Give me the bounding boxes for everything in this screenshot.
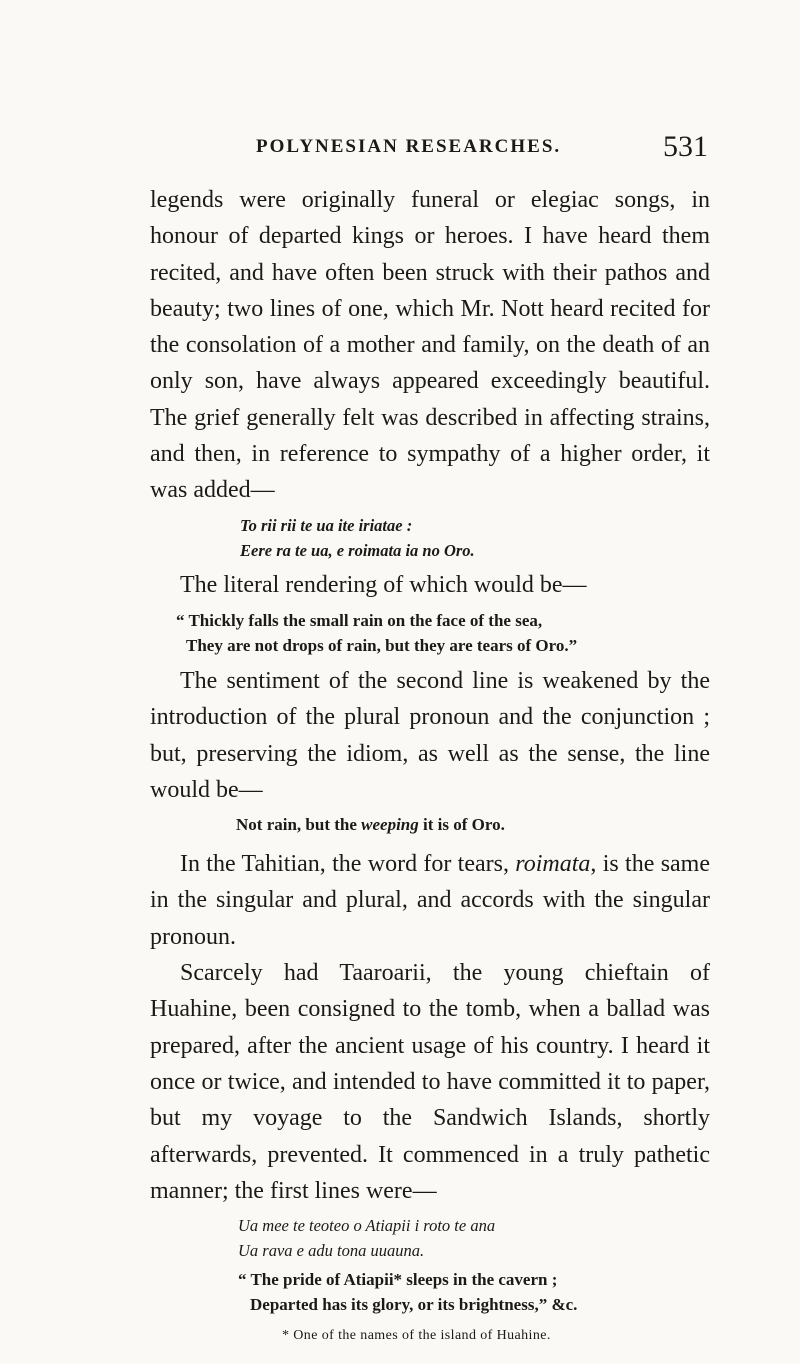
quote-text: Not rain, but the <box>236 815 362 835</box>
paragraph-3: The sentiment of the second line is weakened by the introduction of the plural pronoun and the conjunction ; but, preserving the idiom, as well as the sense, the line would be— <box>150 667 710 803</box>
page-header <box>256 130 708 170</box>
verse-line: To rii rii te ua ite iriatae : <box>240 515 413 535</box>
quote-line: Departed has its glory, or its brightness,” &c. <box>250 1295 578 1315</box>
paragraph-1: legends were originally funeral or elegiac songs, in honour of departed kings or heroes. I have heard them recited, and have often been struck with their pathos and beauty; two lines of one, which Mr. Nott heard recited for the consolation of a mother and family, on the death of an only son, have always appeared exceedingly beautiful. The grief generally felt was described in affecting strains, and then, in reference to sympathy of a higher order, it was added— <box>150 187 710 504</box>
verse-line: Ua mee te teoteo o Atiapii i roto te ana <box>238 1216 496 1236</box>
verse-line: Eere ra te ua, e roimata ia no Oro. <box>240 540 475 560</box>
tahitian-verse-1 <box>240 513 710 563</box>
paragraph-5: Scarcely had Taaroarii, the young chieftain of Huahine, been consigned to the tomb, when a ballad was prepared, after the ancient usage of his country. I heard it once or twice, and intended to have committed it to paper, but my voyage to the Sandwich Islands, shortly afterwards, prevented. It commenced in a truly pathetic manner; the first lines were— <box>150 960 710 1204</box>
revised-line <box>236 812 710 838</box>
page-number: 531 <box>663 130 708 163</box>
page-body <box>150 182 710 1347</box>
paragraph-4 <box>150 846 710 955</box>
quote-text: it is of Oro. <box>418 815 505 835</box>
paragraph-2: The literal rendering of which would be— <box>180 571 587 598</box>
paragraph-text: , is the same in the singular and plural, and accords with the singular pronoun. <box>150 851 710 950</box>
emphasized-word: weeping <box>361 815 419 835</box>
quote-line: “ The pride of Atiapii* sleeps in the cavern ; <box>238 1270 558 1290</box>
quote-line: They are not drops of rain, but they are tears of Oro.” <box>186 635 578 655</box>
emphasized-word: roimata <box>515 851 591 878</box>
quote-line: “ Thickly falls the small rain on the face of the sea, <box>176 610 543 630</box>
verse-line: Ua rava e adu tona uuauna. <box>238 1241 425 1261</box>
translation-quote-2 <box>238 1267 710 1317</box>
tahitian-verse-2 <box>238 1213 710 1263</box>
running-head: POLYNESIAN RESEARCHES. <box>256 136 562 157</box>
translation-quote-1 <box>176 608 710 658</box>
paragraph-text: In the Tahitian, the word for tears, <box>180 851 516 878</box>
footnote: * One of the names of the island of Huahine. <box>282 1328 551 1344</box>
